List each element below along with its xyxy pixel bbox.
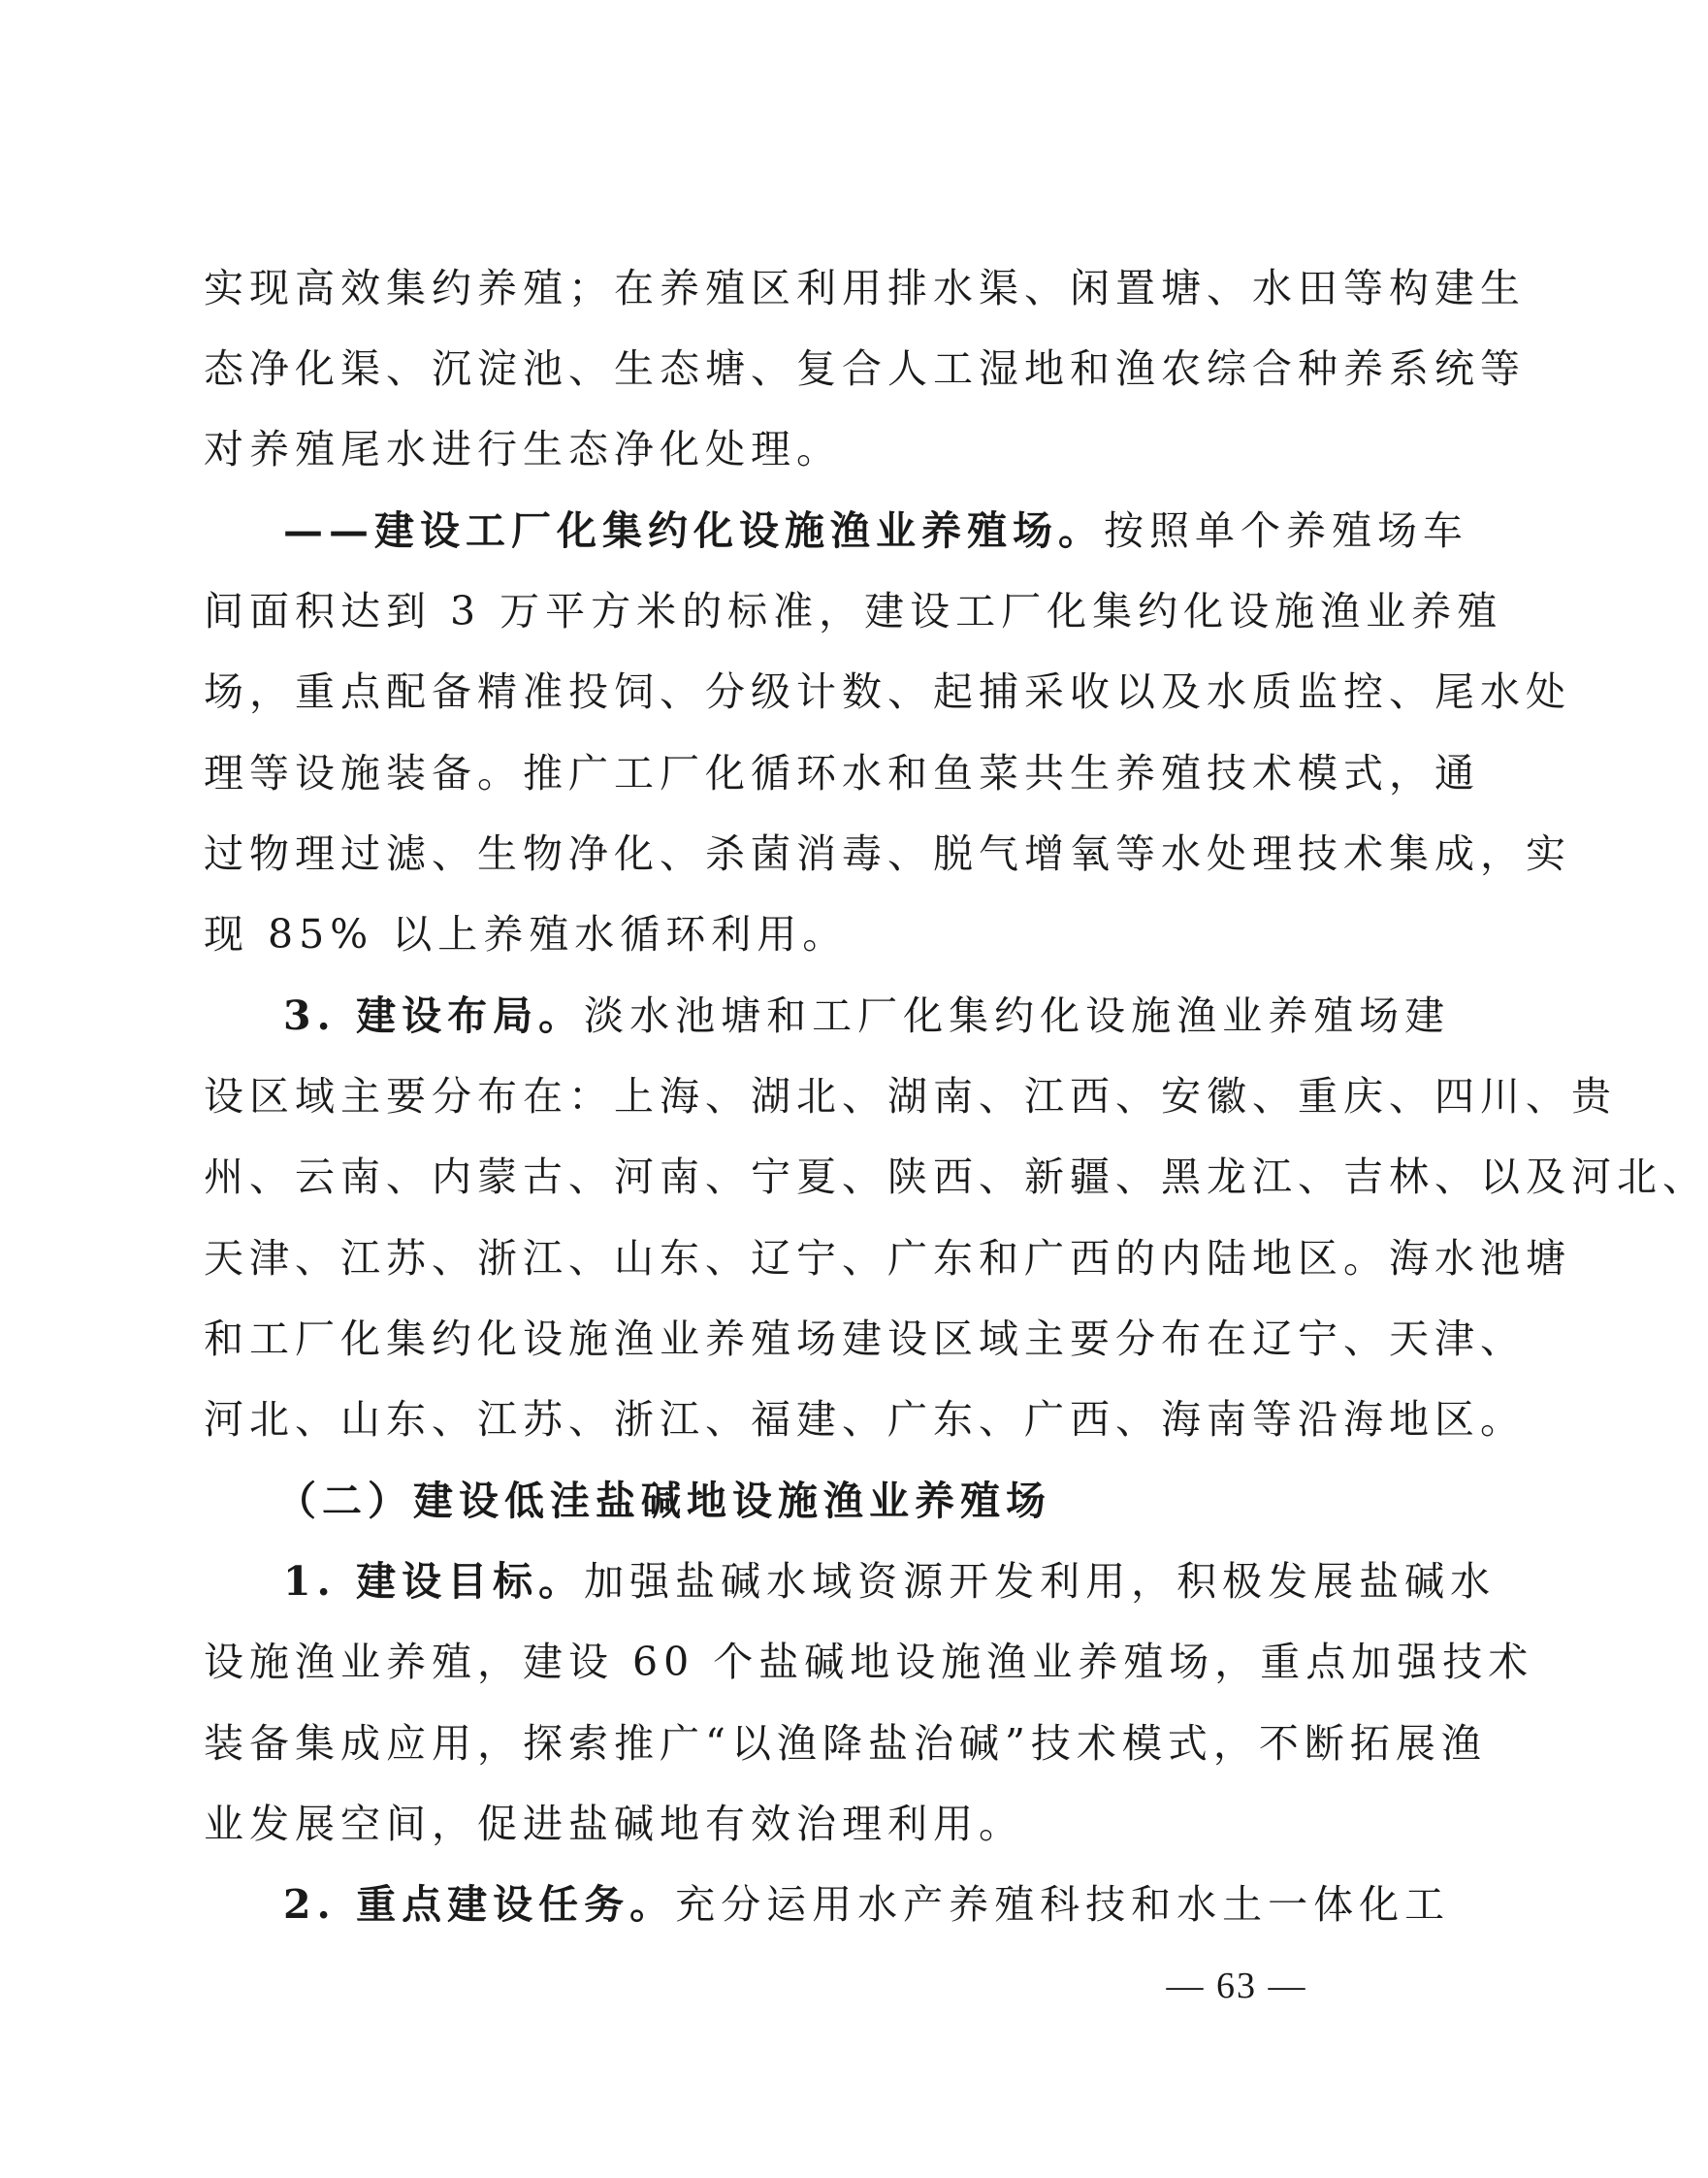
paragraph-line-12: 州、云南、内蒙古、河南、宁夏、陕西、新疆、黑龙江、吉林、以及河北、 xyxy=(204,1154,1708,1200)
paragraph-line-6: 场，重点配备精准投饲、分级计数、起捕采收以及水质监控、尾水处 xyxy=(204,668,1571,715)
paragraph-line-4 xyxy=(204,502,1468,560)
paragraph-line-19: 装备集成应用，探索推广“以渔降盐治碱”技术模式，不断拓展渔 xyxy=(204,1720,1487,1767)
paragraph-line-17 xyxy=(283,1552,1497,1610)
paragraph-text: 淡水池塘和工厂化集约化设施渔业养殖场建 xyxy=(584,992,1451,1039)
paragraph-line-3: 对养殖尾水进行生态净化处理。 xyxy=(204,426,842,472)
subheading-goal: 1. 建设目标。 xyxy=(283,1558,585,1605)
paragraph-text: 按照单个养殖场车 xyxy=(1104,507,1468,554)
paragraph-text: 充分运用水产养殖科技和水土一体化工 xyxy=(675,1881,1451,1928)
subheading-layout: 3. 建设布局。 xyxy=(283,992,585,1039)
paragraph-line-9: 现 85% 以上养殖水循环利用。 xyxy=(204,911,849,958)
paragraph-line-8: 过物理过滤、生物净化、杀菌消毒、脱气增氧等水处理技术集成，实 xyxy=(204,830,1571,877)
subheading-key-tasks: 2. 重点建设任务。 xyxy=(283,1881,676,1928)
paragraph-line-21 xyxy=(283,1875,1451,1934)
paragraph-text: 加强盐碱水域资源开发利用，积极发展盐碱水 xyxy=(584,1558,1497,1605)
paragraph-line-14: 和工厂化集约化设施渔业养殖场建设区域主要分布在辽宁、天津、 xyxy=(204,1316,1526,1362)
paragraph-line-15: 河北、山东、江苏、浙江、福建、广东、广西、海南等沿海地区。 xyxy=(204,1396,1526,1443)
paragraph-line-18: 设施渔业养殖，建设 60 个盐碱地设施渔业养殖场，重点加强技术 xyxy=(204,1639,1534,1685)
paragraph-line-7: 理等设施装备。推广工厂化循环水和鱼菜共生养殖技术模式，通 xyxy=(204,750,1480,796)
paragraph-line-1: 实现高效集约养殖；在养殖区利用排水渠、闲置塘、水田等构建生 xyxy=(204,265,1526,311)
paragraph-line-2: 态净化渠、沉淀池、生态塘、复合人工湿地和渔农综合种养系统等 xyxy=(204,345,1526,392)
paragraph-line-20: 业发展空间，促进盐碱地有效治理利用。 xyxy=(204,1801,1024,1847)
paragraph-line-5: 间面积达到 3 万平方米的标准，建设工厂化集约化设施渔业养殖 xyxy=(204,588,1503,634)
paragraph-line-10 xyxy=(283,987,1451,1045)
page-number: — 63 — xyxy=(1166,1966,1307,2006)
paragraph-line-13: 天津、江苏、浙江、山东、辽宁、广东和广西的内陆地区。海水池塘 xyxy=(204,1235,1571,1282)
subheading-factory-farm: ——建设工厂化集约化设施渔业养殖场。 xyxy=(283,507,1104,554)
paragraph-line-11: 设区域主要分布在：上海、湖北、湖南、江西、安徽、重庆、四川、贵 xyxy=(204,1073,1617,1120)
section-heading-saline-alkali: （二）建设低洼盐碱地设施渔业养殖场 xyxy=(276,1478,1051,1524)
